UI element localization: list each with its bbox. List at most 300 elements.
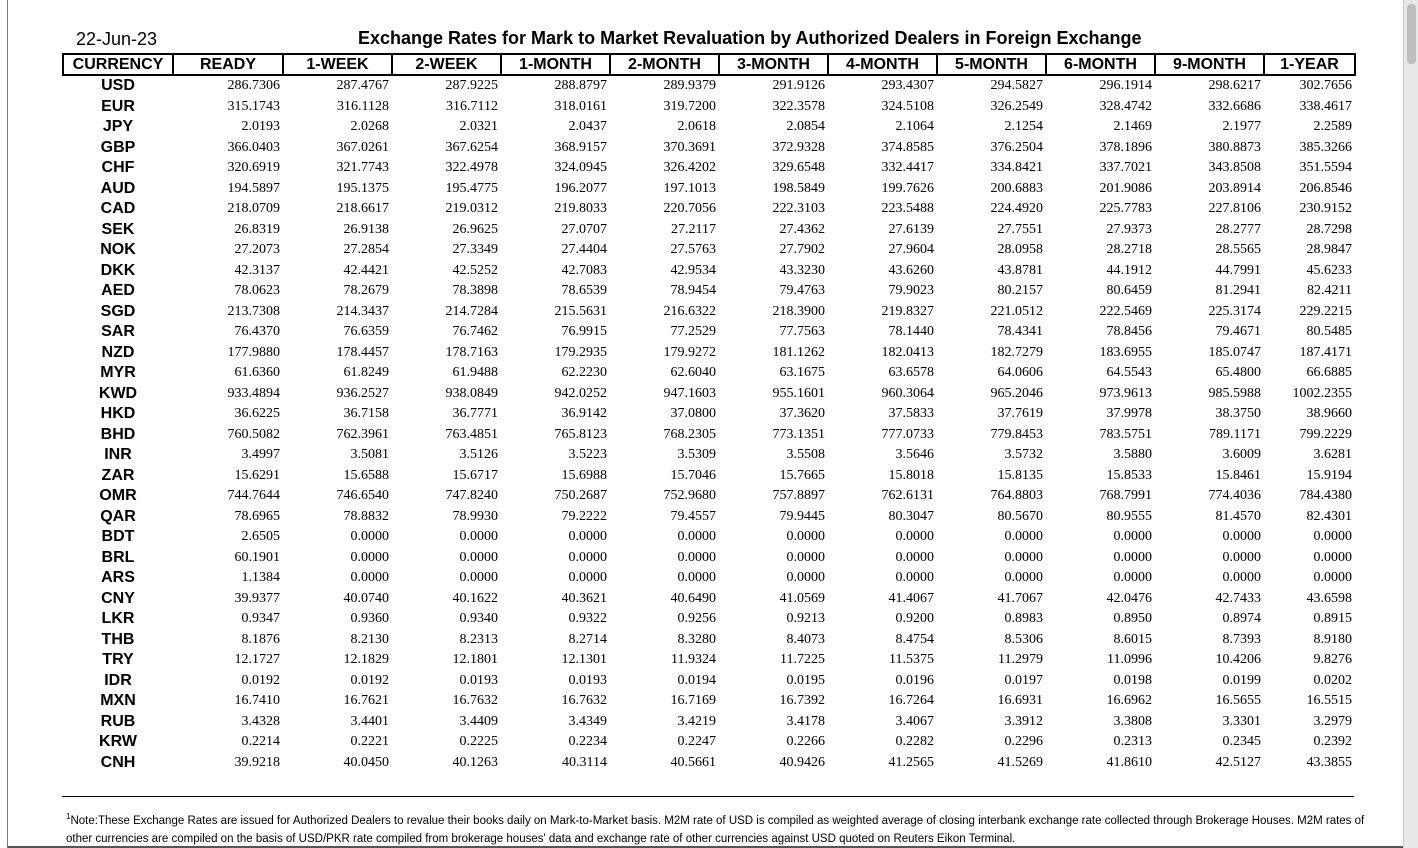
rate-cell: 8.5306	[1004, 631, 1043, 647]
rate-cell: 16.7264	[888, 693, 934, 709]
rate-cell: 947.1603	[663, 385, 716, 401]
rate-cell: 0.0000	[459, 570, 498, 586]
rate-cell: 41.7067	[997, 590, 1043, 606]
rate-cell: 229.2215	[1299, 303, 1352, 319]
table-row	[63, 732, 1355, 753]
rate-cell: 0.0192	[350, 672, 389, 688]
rate-cell: 288.8797	[554, 78, 607, 94]
rate-cell: 320.6919	[227, 160, 280, 176]
rate-cell: 82.4211	[1307, 283, 1352, 299]
rate-cell: 61.6360	[234, 365, 280, 381]
table-row	[63, 199, 1355, 220]
rate-cell: 16.7410	[234, 693, 280, 709]
rate-cell: 38.3750	[1215, 406, 1261, 422]
rate-cell: 12.1829	[343, 652, 389, 668]
rate-cell: 78.3898	[452, 283, 498, 299]
table-row	[63, 138, 1355, 159]
rate-cell: 28.0958	[997, 242, 1043, 258]
rate-cell: 81.2941	[1215, 283, 1261, 299]
rate-cell: 15.8533	[1106, 467, 1152, 483]
rate-cell: 216.6322	[663, 303, 716, 319]
rate-cell: 225.7783	[1099, 201, 1152, 217]
rate-cell: 2.2589	[1313, 119, 1352, 135]
rate-cell: 219.8327	[881, 303, 934, 319]
rate-cell: 28.7298	[1306, 221, 1352, 237]
rate-cell: 28.5565	[1215, 242, 1261, 258]
table-row	[63, 650, 1355, 671]
rate-cell: 324.5108	[881, 98, 934, 114]
rate-cell: 0.0000	[677, 549, 716, 565]
currency-code: MYR	[100, 364, 136, 382]
rate-cell: 224.4920	[990, 201, 1043, 217]
currency-code: CNY	[101, 589, 135, 607]
rate-cell: 41.4067	[888, 590, 934, 606]
column-header-1-week: 1-WEEK	[283, 54, 392, 75]
rate-cell: 8.4073	[786, 631, 825, 647]
rate-cell: 3.5646	[895, 447, 934, 463]
rate-cell: 201.9086	[1099, 180, 1152, 196]
rate-cell: 0.0000	[1313, 570, 1352, 586]
rate-cell: 0.2214	[241, 734, 280, 750]
rate-cell: 293.4307	[881, 78, 934, 94]
rate-cell: 0.2266	[786, 734, 825, 750]
currency-code: GBP	[100, 138, 136, 156]
rate-cell: 0.0000	[677, 570, 716, 586]
rate-cell: 11.2979	[998, 652, 1043, 668]
footnote-text: Note:These Exchange Rates are issued for Authorized Dealers to revalue their books daily on Mark-to-Market basis. M2M rate of USD is compiled as weighted average of closing interbank exchange rate collected through Brokerage Houses. M2M rates of other currencies are compiled on the basis of USD/PKR rate compiled from brokerage houses' data and exchange rate of other currencies against USD quoted on Reuters Eikon Terminal.	[66, 814, 1365, 845]
rate-cell: 0.2282	[895, 734, 934, 750]
rate-cell: 3.5126	[459, 447, 498, 463]
table-row	[63, 609, 1355, 630]
rate-cell: 27.9373	[1106, 221, 1152, 237]
rate-cell: 15.9194	[1306, 467, 1352, 483]
rate-cell: 0.0000	[350, 529, 389, 545]
rate-cell: 0.0000	[786, 570, 825, 586]
rate-cell: 3.6281	[1313, 447, 1352, 463]
table-row	[63, 527, 1355, 548]
rate-cell: 372.9328	[772, 139, 825, 155]
rate-cell: 326.4202	[663, 160, 716, 176]
rate-cell: 76.9915	[561, 324, 607, 340]
rate-cell: 8.4754	[895, 631, 934, 647]
rate-cell: 0.0199	[1222, 672, 1261, 688]
rate-cell: 0.9322	[568, 611, 607, 627]
rate-cell: 182.0413	[881, 344, 934, 360]
column-header-4-month: 4-MONTH	[828, 54, 937, 75]
rate-cell: 77.2529	[670, 324, 716, 340]
rate-cell: 66.6885	[1306, 365, 1352, 381]
rate-cell: 3.4328	[241, 713, 280, 729]
rate-cell: 768.7991	[1099, 488, 1152, 504]
rate-cell: 38.9660	[1306, 406, 1352, 422]
rate-cell: 315.1743	[227, 98, 280, 114]
rate-cell: 0.0000	[1222, 549, 1261, 565]
rate-cell: 3.3808	[1113, 713, 1152, 729]
table-row	[63, 753, 1355, 774]
rate-cell: 43.3230	[779, 262, 825, 278]
rate-cell: 40.6490	[670, 590, 716, 606]
rate-cell: 0.9256	[677, 611, 716, 627]
rate-cell: 44.7991	[1215, 262, 1261, 278]
rate-cell: 385.3266	[1299, 139, 1352, 155]
table-row	[63, 425, 1355, 446]
rate-cell: 338.4617	[1299, 98, 1352, 114]
rate-cell: 15.7046	[670, 467, 716, 483]
rate-cell: 27.7551	[997, 221, 1043, 237]
rate-cell: 43.3855	[1306, 754, 1352, 770]
rate-cell: 178.4457	[336, 344, 389, 360]
footnote-divider	[62, 796, 1354, 797]
currency-code: OMR	[99, 487, 137, 505]
rate-cell: 750.2687	[554, 488, 607, 504]
rate-cell: 965.2046	[990, 385, 1043, 401]
rate-cell: 40.1622	[452, 590, 498, 606]
rate-cell: 60.1901	[234, 549, 280, 565]
rate-cell: 955.1601	[772, 385, 825, 401]
rate-cell: 40.5661	[670, 754, 716, 770]
rate-cell: 16.7169	[670, 693, 716, 709]
rate-cell: 933.4894	[227, 385, 280, 401]
exchange-rates-table	[62, 53, 1356, 773]
rate-cell: 78.6965	[234, 508, 280, 524]
rate-cell: 27.9604	[888, 242, 934, 258]
rate-cell: 27.0707	[561, 221, 607, 237]
rate-cell: 12.1727	[234, 652, 280, 668]
rate-cell: 181.1262	[772, 344, 825, 360]
rate-cell: 0.0000	[1222, 570, 1261, 586]
rate-cell: 0.8950	[1113, 611, 1152, 627]
currency-code: AUD	[100, 179, 136, 197]
rate-cell: 773.1351	[772, 426, 825, 442]
rate-cell: 752.9680	[663, 488, 716, 504]
rate-cell: 26.9625	[452, 221, 498, 237]
rate-cell: 343.8508	[1208, 160, 1261, 176]
rate-cell: 777.0733	[881, 426, 934, 442]
vertical-scrollbar[interactable]	[1403, 0, 1418, 848]
rate-cell: 0.0000	[1113, 529, 1152, 545]
rate-cell: 218.6617	[336, 201, 389, 217]
rate-cell: 8.2130	[350, 631, 389, 647]
currency-code: MXN	[100, 692, 136, 710]
rate-cell: 763.4851	[445, 426, 498, 442]
column-header-2-week: 2-WEEK	[392, 54, 501, 75]
rate-cell: 198.5849	[772, 180, 825, 196]
rate-cell: 27.2073	[234, 242, 280, 258]
rate-cell: 11.7225	[780, 652, 825, 668]
rate-cell: 0.0000	[568, 529, 607, 545]
table-row	[63, 363, 1355, 384]
rate-cell: 16.7392	[779, 693, 825, 709]
rate-cell: 0.8983	[1004, 611, 1043, 627]
currency-code: LKR	[101, 610, 135, 628]
rate-cell: 28.2718	[1106, 242, 1152, 258]
rate-cell: 81.4570	[1215, 508, 1261, 524]
rate-cell: 3.5223	[568, 447, 607, 463]
rate-cell: 329.6548	[772, 160, 825, 176]
rate-cell: 15.6588	[343, 467, 389, 483]
currency-code: BRL	[101, 548, 135, 566]
rate-cell: 40.0740	[343, 590, 389, 606]
rate-cell: 187.4171	[1299, 344, 1352, 360]
currency-code: SAR	[101, 323, 135, 341]
table-row	[63, 117, 1355, 138]
rate-cell: 79.4557	[670, 508, 716, 524]
currency-code: QAR	[100, 507, 136, 525]
rate-cell: 0.0000	[1113, 570, 1152, 586]
rate-cell: 78.1440	[888, 324, 934, 340]
rate-cell: 374.8585	[881, 139, 934, 155]
rate-cell: 214.3437	[336, 303, 389, 319]
rate-cell: 760.5082	[227, 426, 280, 442]
rate-cell: 227.8106	[1208, 201, 1261, 217]
report-title: Exchange Rates for Mark to Market Revaluation by Authorized Dealers in Foreign Exchange	[358, 28, 1142, 48]
rate-cell: 39.9218	[234, 754, 280, 770]
rate-cell: 0.0000	[677, 529, 716, 545]
rate-cell: 0.2247	[677, 734, 716, 750]
rate-cell: 27.2117	[671, 221, 716, 237]
rate-cell: 223.5488	[881, 201, 934, 217]
rate-cell: 16.7632	[452, 693, 498, 709]
rate-cell: 319.7200	[663, 98, 716, 114]
rate-cell: 8.9180	[1313, 631, 1352, 647]
currency-code: BHD	[100, 425, 136, 443]
rate-cell: 63.1675	[779, 365, 825, 381]
rate-cell: 3.5081	[350, 447, 389, 463]
rate-cell: 28.2777	[1215, 221, 1261, 237]
rate-cell: 15.8018	[888, 467, 934, 483]
table-row	[63, 589, 1355, 610]
rate-cell: 79.2222	[561, 508, 607, 524]
table-row	[63, 630, 1355, 651]
table-row	[63, 158, 1355, 179]
rate-cell: 0.0000	[1004, 549, 1043, 565]
rate-cell: 783.5751	[1099, 426, 1152, 442]
rate-cell: 2.1254	[1004, 119, 1043, 135]
rate-cell: 0.0194	[677, 672, 716, 688]
rate-cell: 12.1801	[452, 652, 498, 668]
rate-cell: 2.0193	[241, 119, 280, 135]
rate-cell: 179.9272	[663, 344, 716, 360]
rate-cell: 80.5485	[1306, 324, 1352, 340]
table-row	[63, 691, 1355, 712]
rate-cell: 41.8610	[1106, 754, 1152, 770]
rate-cell: 8.1876	[241, 631, 280, 647]
rate-cell: 0.0000	[1004, 570, 1043, 586]
rate-cell: 318.0161	[554, 98, 607, 114]
rate-cell: 757.8897	[772, 488, 825, 504]
rate-cell: 3.4067	[895, 713, 934, 729]
rate-cell: 0.0193	[568, 672, 607, 688]
rate-cell: 367.0261	[336, 139, 389, 155]
rate-cell: 0.0000	[1113, 549, 1152, 565]
rate-cell: 0.0000	[459, 529, 498, 545]
rate-cell: 42.7083	[561, 262, 607, 278]
rate-cell: 2.0268	[350, 119, 389, 135]
table-row	[63, 466, 1355, 487]
currency-code: CAD	[100, 200, 136, 218]
rate-cell: 368.9157	[554, 139, 607, 155]
currency-code: AED	[101, 282, 135, 300]
rate-cell: 0.0193	[459, 672, 498, 688]
rate-cell: 195.4775	[445, 180, 498, 196]
rate-cell: 36.6225	[234, 406, 280, 422]
rate-cell: 289.9379	[663, 78, 716, 94]
rate-cell: 78.8456	[1106, 324, 1152, 340]
rate-cell: 746.6540	[336, 488, 389, 504]
rate-cell: 0.8974	[1222, 611, 1261, 627]
rate-cell: 0.0196	[895, 672, 934, 688]
rate-cell: 799.2229	[1299, 426, 1352, 442]
rate-cell: 219.8033	[554, 201, 607, 217]
table-row	[63, 568, 1355, 589]
rate-cell: 366.0403	[227, 139, 280, 155]
scrollbar-thumb[interactable]	[1407, 4, 1416, 64]
rate-cell: 3.4219	[677, 713, 716, 729]
column-header-currency: CURRENCY	[63, 54, 173, 75]
rate-cell: 62.6040	[670, 365, 716, 381]
rate-cell: 0.0000	[786, 549, 825, 565]
rate-cell: 177.9880	[227, 344, 280, 360]
rate-cell: 79.4671	[1215, 324, 1261, 340]
rate-cell: 2.0437	[568, 119, 607, 135]
rate-cell: 37.3620	[779, 406, 825, 422]
currency-code: KRW	[99, 733, 137, 751]
rate-cell: 0.0000	[895, 529, 934, 545]
rate-cell: 3.6009	[1222, 447, 1261, 463]
rate-cell: 219.0312	[445, 201, 498, 217]
rate-cell: 11.0996	[1107, 652, 1152, 668]
rate-cell: 206.8546	[1299, 180, 1352, 196]
column-header-5-month: 5-MONTH	[937, 54, 1046, 75]
rate-cell: 0.0198	[1113, 672, 1152, 688]
rate-cell: 378.1896	[1099, 139, 1152, 155]
rate-cell: 40.0450	[343, 754, 389, 770]
rate-cell: 15.8135	[997, 467, 1043, 483]
rate-cell: 221.0512	[990, 303, 1043, 319]
table-row	[63, 179, 1355, 200]
currency-code: NOK	[100, 241, 136, 259]
rate-cell: 27.6139	[888, 221, 934, 237]
currency-code: INR	[104, 446, 132, 464]
rate-cell: 2.0854	[786, 119, 825, 135]
table-row	[63, 343, 1355, 364]
rate-cell: 230.9152	[1299, 201, 1352, 217]
currency-code: KWD	[98, 384, 138, 402]
report-date: 22-Jun-23	[76, 29, 158, 49]
table-row	[63, 302, 1355, 323]
rate-cell: 76.7462	[452, 324, 498, 340]
rate-cell: 16.7621	[343, 693, 389, 709]
rate-cell: 779.8453	[990, 426, 1043, 442]
rate-cell: 351.5594	[1299, 160, 1352, 176]
rate-cell: 215.5631	[554, 303, 607, 319]
rate-cell: 27.7902	[779, 242, 825, 258]
rate-cell: 762.3961	[336, 426, 389, 442]
rate-cell: 40.3621	[561, 590, 607, 606]
rate-cell: 324.0945	[554, 160, 607, 176]
rate-cell: 789.1171	[1209, 426, 1261, 442]
rate-cell: 8.7393	[1222, 631, 1261, 647]
rate-cell: 3.4349	[568, 713, 607, 729]
rate-cell: 0.2221	[350, 734, 389, 750]
rate-cell: 0.0195	[786, 672, 825, 688]
rate-cell: 16.5655	[1215, 693, 1261, 709]
rate-cell: 765.8123	[554, 426, 607, 442]
rate-cell: 218.0709	[227, 201, 280, 217]
rate-cell: 64.5543	[1106, 365, 1152, 381]
table-row	[63, 75, 1355, 97]
rate-cell: 302.7656	[1299, 78, 1352, 94]
rate-cell: 0.2345	[1222, 734, 1261, 750]
rate-cell: 37.0800	[670, 406, 716, 422]
rate-cell: 195.1375	[336, 180, 389, 196]
currency-code: ARS	[101, 569, 135, 587]
table-row	[63, 445, 1355, 466]
rate-cell: 37.9978	[1106, 406, 1152, 422]
rate-cell: 16.7632	[561, 693, 607, 709]
rate-cell: 41.5269	[997, 754, 1043, 770]
rate-cell: 44.1912	[1106, 262, 1152, 278]
rate-cell: 42.5127	[1215, 754, 1261, 770]
rate-cell: 0.2225	[459, 734, 498, 750]
rate-cell: 3.4997	[241, 447, 280, 463]
rate-cell: 322.3578	[772, 98, 825, 114]
rate-cell: 2.0321	[459, 119, 498, 135]
rate-cell: 3.4401	[350, 713, 389, 729]
currency-code: IDR	[104, 671, 132, 689]
rate-cell: 1002.2355	[1292, 385, 1352, 401]
rate-cell: 225.3174	[1208, 303, 1261, 319]
rate-cell: 36.7158	[343, 406, 389, 422]
rate-cell: 16.6931	[997, 693, 1043, 709]
rate-cell: 3.3912	[1004, 713, 1043, 729]
rate-cell: 784.4380	[1299, 488, 1352, 504]
rate-cell: 332.4417	[881, 160, 934, 176]
rate-cell: 78.8832	[343, 508, 389, 524]
rate-cell: 12.1301	[561, 652, 607, 668]
rate-cell: 3.2979	[1313, 713, 1352, 729]
rate-cell: 80.9555	[1106, 508, 1152, 524]
rate-cell: 3.5880	[1113, 447, 1152, 463]
rate-cell: 0.2392	[1313, 734, 1352, 750]
rate-cell: 768.2305	[663, 426, 716, 442]
table-row	[63, 507, 1355, 528]
rate-cell: 337.7021	[1099, 160, 1152, 176]
rate-cell: 80.2157	[997, 283, 1043, 299]
rate-cell: 286.7306	[227, 78, 280, 94]
rate-cell: 0.9347	[241, 611, 280, 627]
rate-cell: 8.2714	[568, 631, 607, 647]
rate-cell: 76.4370	[234, 324, 280, 340]
rate-cell: 40.3114	[562, 754, 607, 770]
rate-cell: 332.6686	[1208, 98, 1261, 114]
rate-cell: 185.0747	[1208, 344, 1261, 360]
rate-cell: 79.4763	[779, 283, 825, 299]
rate-cell: 3.5508	[786, 447, 825, 463]
rate-cell: 37.7619	[997, 406, 1043, 422]
rate-cell: 76.6359	[343, 324, 389, 340]
rate-cell: 16.6962	[1106, 693, 1152, 709]
table-row	[63, 384, 1355, 405]
rate-cell: 199.7626	[881, 180, 934, 196]
rate-cell: 15.8461	[1215, 467, 1261, 483]
rate-cell: 2.1977	[1222, 119, 1261, 135]
currency-code: ZAR	[101, 466, 135, 484]
currency-code: CNH	[100, 753, 136, 771]
rate-cell: 64.0606	[997, 365, 1043, 381]
rate-cell: 214.7284	[445, 303, 498, 319]
footnote-marker: 1	[66, 812, 71, 821]
